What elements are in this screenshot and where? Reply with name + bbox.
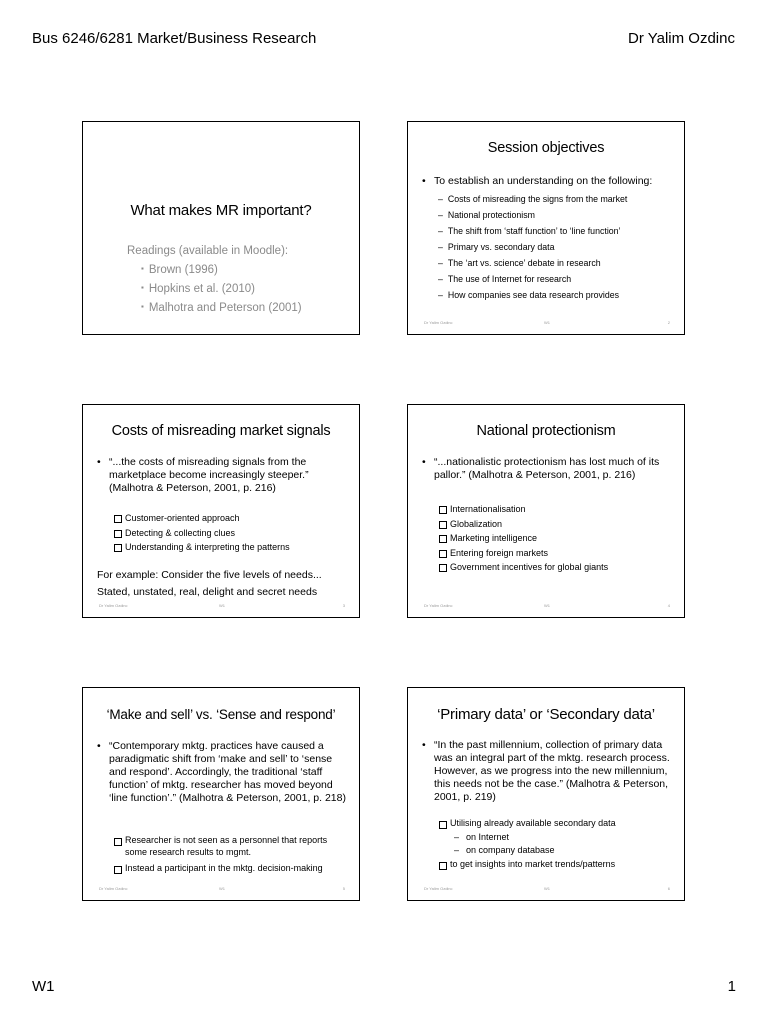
slide-footer-week: W1: [219, 886, 225, 891]
list-item: Researcher is not seen as a personnel that reports some research results to mgmt.: [113, 834, 351, 858]
objectives-list: [438, 191, 627, 303]
slide-title: ‘Primary data’ or ‘Secondary data’: [437, 706, 655, 723]
reading-item: ▪ Malhotra and Peterson (2001): [141, 298, 302, 317]
checkbox-list: [113, 511, 290, 555]
list-item: Government incentives for global giants: [438, 560, 608, 575]
readings-block: [127, 243, 302, 317]
list-item: Globalization: [438, 517, 608, 532]
list-item: Understanding & interpreting the patterns: [113, 540, 290, 555]
list-subitem: – on Internet: [438, 831, 616, 845]
slide-bullet: • “In the past millennium, collection of primary data was an integral part of the mktg. research process. However, as we progress into the new millennium, this needs not be the case.” (Malhotra & Peterson, 2001, p. 219): [422, 739, 674, 804]
list-item: to get insights into market trends/patterns: [438, 858, 616, 872]
list-item: Internationalisation: [438, 502, 608, 517]
slide-footer-number: 5: [342, 886, 345, 891]
slide-footer-author: Dr Yalim Ozdinc: [99, 603, 128, 608]
slide-footer-author: Dr Yalim Ozdinc: [424, 320, 453, 325]
readings-label: Readings (available in Moodle):: [127, 245, 289, 257]
slide-footer-week: W1: [544, 603, 550, 608]
week-label: W1: [32, 978, 55, 995]
list-item: – The use of Internet for research: [438, 271, 627, 287]
example-text: For example: Consider the five levels of needs...: [97, 569, 322, 581]
list-item: – How companies see data research provides: [438, 287, 627, 303]
page-number: 1: [727, 978, 736, 995]
list-item: – The ‘art vs. science’ debate in research: [438, 255, 627, 271]
list-item: Marketing intelligence: [438, 531, 608, 546]
slide-footer-author: Dr Yalim Ozdinc: [99, 886, 128, 891]
slide-title: Costs of misreading market signals: [111, 423, 331, 439]
list-item: Detecting & collecting clues: [113, 526, 290, 541]
slide-1: [82, 121, 360, 335]
slide-footer-number: 2: [667, 320, 670, 325]
slide-footer-number: 6: [667, 886, 670, 891]
checkbox-list: [113, 834, 351, 874]
reading-item: ▪ Hopkins et al. (2010): [141, 279, 302, 298]
slide-bullet: • “Contemporary mktg. practices have caused a paradigmatic shift from ‘make and sell’ to ‘sense and respond’. Accordingly, the traditional ‘staff function’ of mktg. researcher has moved beyond ‘line function’.” (Malhotra & Peterson, 2001, p. 218): [97, 740, 349, 805]
slide-4: [407, 404, 685, 618]
course-title: Bus 6246/6281 Market/Business Research: [32, 30, 317, 47]
slide-title: National protectionism: [476, 423, 616, 439]
list-subitem: – on company database: [438, 844, 616, 858]
slide-6: [407, 687, 685, 901]
list-item: Entering foreign markets: [438, 546, 608, 561]
checkbox-list: [438, 502, 608, 575]
slide-footer-week: W1: [544, 320, 550, 325]
slide-title: What makes MR important?: [130, 202, 312, 219]
slide-footer-week: W1: [544, 886, 550, 891]
example-text: Stated, unstated, real, delight and secret needs: [97, 586, 318, 598]
list-item: – The shift from ‘staff function’ to ‘line function’: [438, 223, 627, 239]
list-item: – National protectionism: [438, 207, 627, 223]
slide-title: ‘Make and sell’ vs. ‘Sense and respond’: [106, 707, 336, 722]
list-item: Utilising already available secondary data: [438, 817, 616, 831]
slide-bullet: • “...the costs of misreading signals from the marketplace become increasingly steeper.” (Malhotra & Peterson, 2001, p. 216): [97, 456, 349, 495]
list-item: Customer-oriented approach: [113, 511, 290, 526]
slide-bullet: • To establish an understanding on the following:: [422, 175, 674, 188]
list-item: – Costs of misreading the signs from the market: [438, 191, 627, 207]
author-name: Dr Yalim Ozdinc: [628, 30, 735, 47]
slide-footer-number: 4: [667, 603, 670, 608]
slide-5: [82, 687, 360, 901]
slide-2: [407, 121, 685, 335]
reading-item: ▪ Brown (1996): [141, 260, 302, 279]
list-item: – Primary vs. secondary data: [438, 239, 627, 255]
slide-footer-author: Dr Yalim Ozdinc: [424, 886, 453, 891]
list-item: Instead a participant in the mktg. decision-making: [113, 862, 351, 874]
checkbox-list: [438, 817, 616, 871]
slide-3: [82, 404, 360, 618]
slide-footer-author: Dr Yalim Ozdinc: [424, 603, 453, 608]
slide-bullet: • “...nationalistic protectionism has lost much of its pallor.” (Malhotra & Peterson, 2001, p. 216): [422, 456, 674, 482]
slide-title: Session objectives: [487, 140, 605, 156]
slide-footer-week: W1: [219, 603, 225, 608]
slide-footer-number: 3: [342, 603, 345, 608]
